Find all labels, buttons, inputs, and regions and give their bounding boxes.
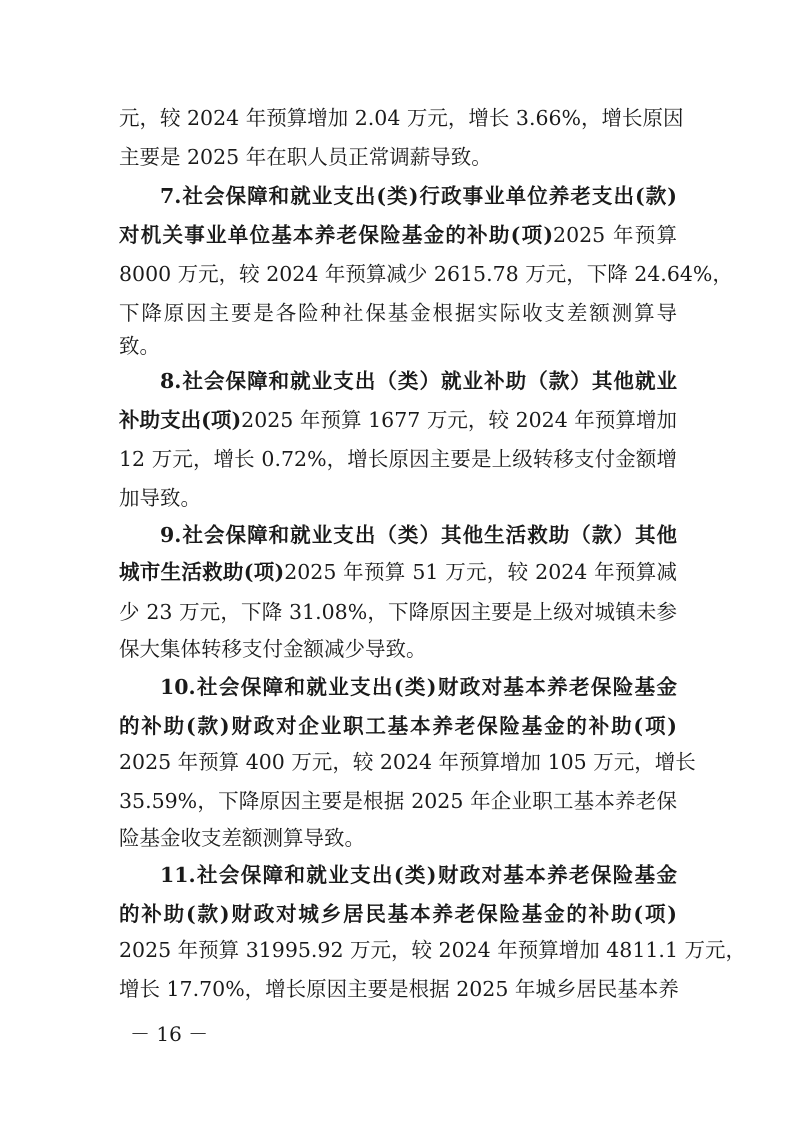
paragraph-line: 12 万元，增长 0.72%，增长原因主要是上级转移支付金额增 [119, 447, 677, 471]
paragraph-line: 主要是 2025 年在职人员正常调薪导致。 [119, 145, 492, 169]
paragraph-line: 险基金收支差额测算导致。 [119, 826, 365, 850]
paragraph-line: 35.59%，下降原因主要是根据 2025 年企业职工基本养老保 [119, 789, 677, 813]
paragraph-line: 元，较 2024 年预算增加 2.04 万元，增长 3.66%，增长原因 [119, 106, 684, 130]
item-11-heading: 11.社会保障和就业支出(类)财政对基本养老保险基金 [160, 863, 677, 887]
paragraph-line: 城市生活救助(项)2025 年预算 51 万元，较 2024 年预算减 [119, 560, 677, 584]
paragraph-line: 致。 [119, 334, 160, 358]
paragraph-line: 对机关事业单位基本养老保险基金的补助(项)2025 年预算 [119, 223, 678, 247]
paragraph-line: 保大集体转移支付金额减少导致。 [119, 637, 427, 661]
paragraph-line: 下降原因主要是各险种社保基金根据实际收支差额测算导 [119, 301, 677, 325]
paragraph-line: 的补助(款)财政对企业职工基本养老保险基金的补助(项) [119, 714, 677, 738]
paragraph-line: 8000 万元，较 2024 年预算减少 2615.78 万元，下降 24.64%， [119, 262, 733, 286]
paragraph-line: 补助支出(项)2025 年预算 1677 万元，较 2024 年预算增加 [119, 408, 677, 432]
paragraph-line: 少 23 万元，下降 31.08%，下降原因主要是上级对城镇未参 [119, 600, 677, 624]
paragraph-line: 加导致。 [119, 486, 201, 510]
item-10-heading: 10.社会保障和就业支出(类)财政对基本养老保险基金 [160, 675, 677, 699]
page-number: － 16 － [130, 1022, 209, 1046]
item-8-heading: 8.社会保障和就业支出（类）就业补助（款）其他就业 [160, 369, 677, 393]
paragraph-line: 2025 年预算 400 万元，较 2024 年预算增加 105 万元，增长 [119, 750, 696, 774]
item-7-heading: 7.社会保障和就业支出(类)行政事业单位养老支出(款) [160, 184, 677, 208]
item-9-heading: 9.社会保障和就业支出（类）其他生活救助（款）其他 [160, 523, 677, 547]
paragraph-line: 2025 年预算 31995.92 万元，较 2024 年预算增加 4811.1 万元， [119, 938, 747, 962]
paragraph-line: 的补助(款)财政对城乡居民基本养老保险基金的补助(项) [119, 902, 677, 926]
paragraph-line: 增长 17.70%，增长原因主要是根据 2025 年城乡居民基本养 [119, 977, 679, 1001]
